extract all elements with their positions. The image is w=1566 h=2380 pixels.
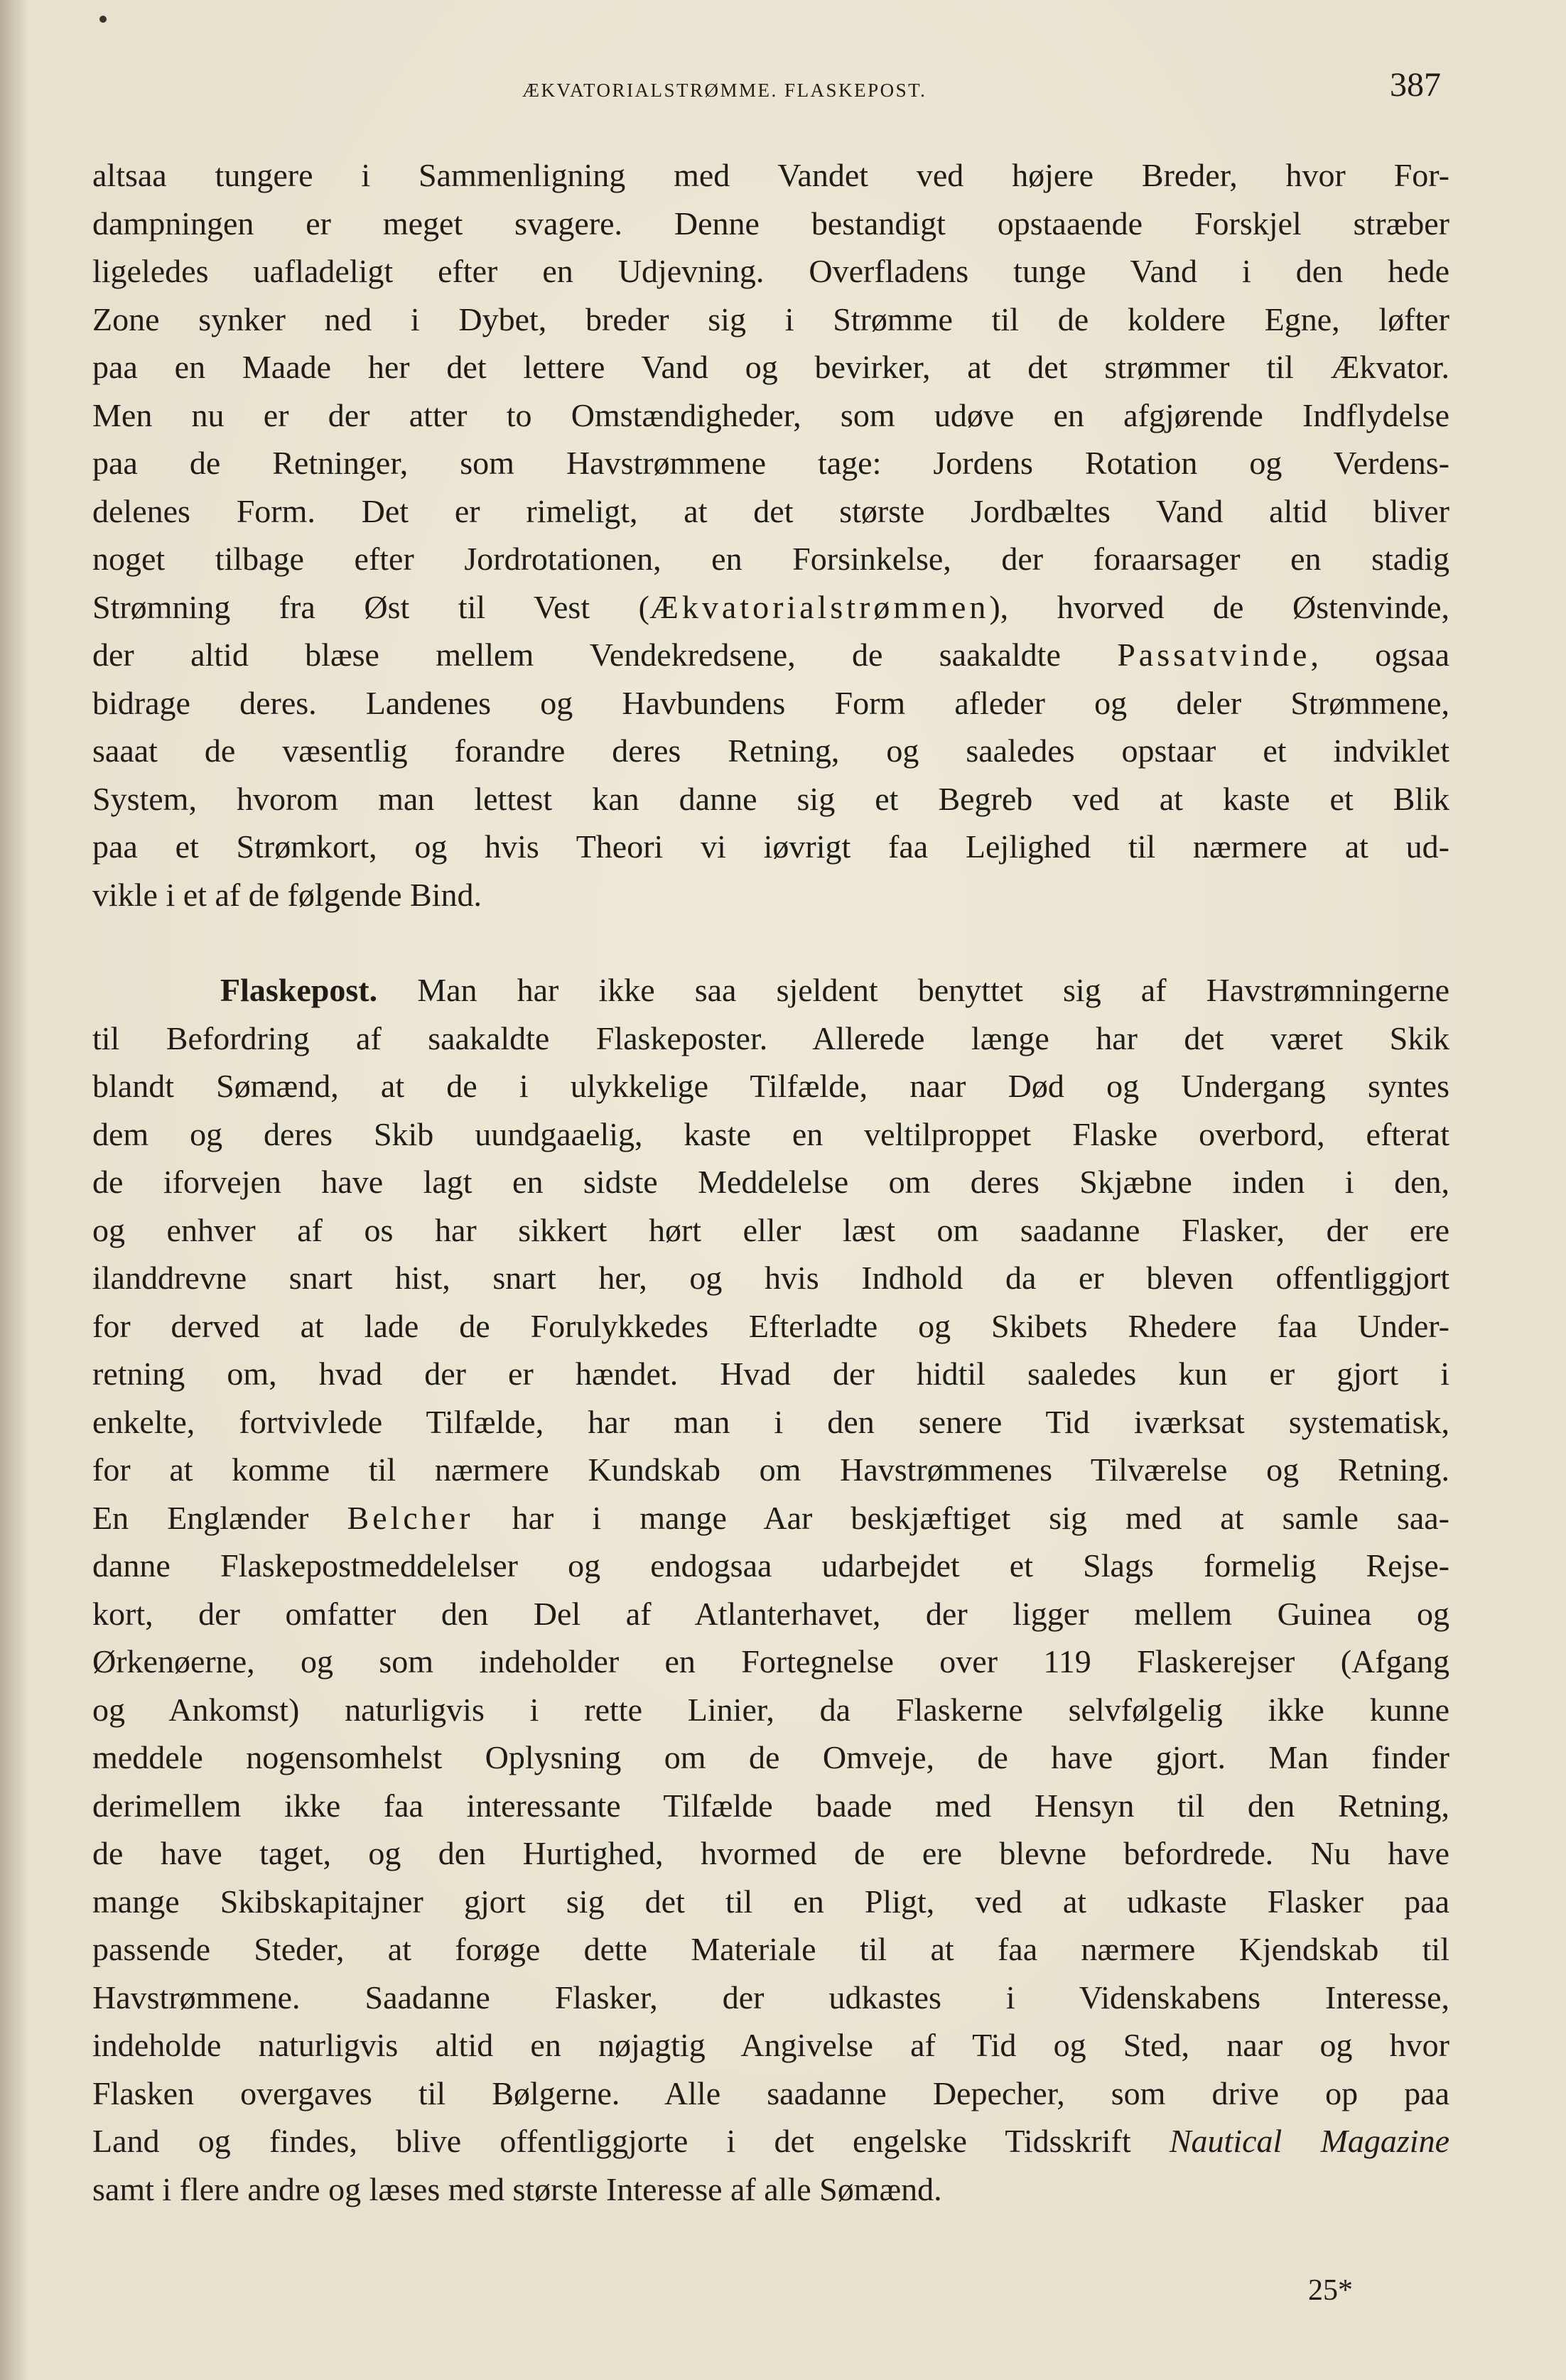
text-line: de have taget, og den Hurtighed, hvormed de ere blevne befordrede. Nu have	[92, 1835, 1449, 1871]
line-text: der altid blæse mellem Vendekredsene, de saakaldte	[92, 637, 1118, 673]
text-line: paa en Maade her det lettere Vand og bevirker, at det strømmer til Ækvator.	[92, 349, 1449, 385]
line-text: har i mange Aar beskjæftiget sig med at samle saa-	[473, 1499, 1449, 1536]
section-heading: Flaskepost.	[220, 972, 378, 1008]
text-line: vikle i et af de følgende Bind.	[92, 876, 482, 913]
text-line: kort, der omfatter den Del af Atlanterhavet, der ligger mellem Guinea og	[92, 1595, 1449, 1632]
text-line: altsaa tungere i Sammenligning med Vandet ved højere Breder, hvor For-	[92, 157, 1449, 193]
paragraph-gap	[92, 919, 1449, 966]
text-line: Men nu er der atter to Omstændigheder, som udøve en afgjørende Indflydelse	[92, 396, 1449, 433]
text-line: paa de Retninger, som Havstrømmene tage: Jordens Rotation og Verdens-	[92, 445, 1449, 481]
text-line: dampningen er meget svagere. Denne bestandigt opstaaende Forskjel stræber	[92, 205, 1449, 242]
text-line: retning om, hvad der er hændet. Hvad der hidtil saaledes kun er gjort i	[92, 1356, 1449, 1392]
text-line: Zone synker ned i Dybet, breder sig i Strømme til de koldere Egne, løfter	[92, 301, 1449, 337]
text-line: samt i flere andre og læses med største Interesse af alle Sømænd.	[92, 2170, 942, 2207]
line-text: Land og findes, blive offentliggjorte i det engelske Tidsskrift	[92, 2123, 1170, 2159]
spaced-term: Passatvinde	[1117, 637, 1311, 673]
text-line: Flasken overgaves til Bølgerne. Alle saadanne Depecher, som drive op paa	[92, 2075, 1449, 2111]
text-line: ilanddrevne snart hist, snart her, og hvis Indhold da er bleven offentliggjort	[92, 1260, 1449, 1296]
line-text: , ogsaa	[1310, 637, 1449, 673]
text-line: mange Skibskapitajner gjort sig det til en Pligt, ved at udkaste Flasker paa	[92, 1883, 1449, 1920]
text-line: paa et Strømkort, og hvis Theori vi iøvrigt faa Lejlighed til nærmere at ud-	[92, 828, 1449, 865]
text-line: passende Steder, at forøge dette Materiale til at faa nærmere Kjendskab til	[92, 1931, 1449, 1967]
ink-speck	[99, 16, 107, 23]
text-line: saaat de væsentlig forandre deres Retning, og saaledes opstaar et indviklet	[92, 732, 1449, 769]
text-line	[92, 2117, 1449, 2165]
line-text: ), hvorved de Østenvinde,	[989, 588, 1449, 625]
text-line: Ørkenøerne, og som indeholder en Fortegnelse over 119 Flaskerejser (Afgang	[92, 1643, 1449, 1679]
text-line	[92, 1494, 1449, 1542]
text-line: og enhver af os har sikkert hørt eller læst om saadanne Flasker, der ere	[92, 1211, 1449, 1248]
text-line: System, hvorom man lettest kan danne sig et Begreb ved at kaste et Blik	[92, 780, 1449, 817]
text-line: indeholde naturligvis altid en nøjagtig Angivelse af Tid og Sted, naar og hvor	[92, 2027, 1449, 2063]
text-line: meddele nogensomhelst Oplysning om de Omveje, de have gjort. Man finder	[92, 1739, 1449, 1775]
text-line: de iforvejen have lagt en sidste Meddelelse om deres Skjæbne inden i den,	[92, 1164, 1449, 1200]
running-title: ÆKVATORIALSTRØMME. FLASKEPOST.	[522, 80, 927, 101]
text-line: ligeledes uafladeligt efter en Udjevning. Overfladens tunge Vand i den hede	[92, 253, 1449, 289]
running-header	[0, 65, 1566, 115]
signature-mark: 25*	[1308, 2274, 1353, 2307]
spaced-term: Ækvatorialstrømmen	[649, 588, 990, 625]
text-line: danne Flaskepostmeddelelser og endogsaa udarbejdet et Slags formelig Rejse-	[92, 1547, 1449, 1584]
text-line: for at komme til nærmere Kundskab om Havstrømmenes Tilværelse og Retning.	[92, 1451, 1449, 1488]
text-line: dem og deres Skib uundgaaelig, kaste en veltilproppet Flaske overbord, efterat	[92, 1115, 1449, 1152]
text-line: Havstrømmene. Saadanne Flasker, der udkastes i Videnskabens Interesse,	[92, 1979, 1449, 2016]
text-line: for derved at lade de Forulykkedes Efterladte og Skibets Rhedere faa Under-	[92, 1307, 1449, 1344]
spaced-term: Belcher	[347, 1499, 474, 1536]
text-line	[92, 631, 1449, 679]
text-line: blandt Sømænd, at de i ulykkelige Tilfælde, naar Død og Undergang syntes	[92, 1068, 1449, 1104]
text-line: bidrage deres. Landenes og Havbundens Form afleder og deler Strømmene,	[92, 684, 1449, 721]
text-line: og Ankomst) naturligvis i rette Linier, da Flaskerne selvfølgelig ikke kunne	[92, 1691, 1449, 1728]
line-text: Strømning fra Øst til Vest (	[92, 588, 649, 625]
line-text: En Englænder	[92, 1499, 347, 1536]
text-line: til Befordring af saakaldte Flaskeposter. Allerede længe har det været Skik	[92, 1019, 1449, 1056]
text-line: derimellem ikke faa interessante Tilfælde baade med Hensyn til den Retning,	[92, 1787, 1449, 1824]
page-edge-shadow	[0, 0, 28, 2380]
journal-title: Nautical Magazine	[1169, 2123, 1449, 2159]
body-text	[92, 151, 1449, 2213]
text-line	[92, 583, 1449, 632]
line-text: Man har ikke saa sjeldent benyttet sig af Havstrømningerne	[377, 972, 1449, 1008]
page-number: 387	[1390, 66, 1441, 104]
text-line: enkelte, fortvivlede Tilfælde, har man i den senere Tid iværksat systematisk,	[92, 1403, 1449, 1440]
text-line	[92, 966, 1449, 1015]
text-line: delenes Form. Det er rimeligt, at det største Jordbæltes Vand altid bliver	[92, 492, 1449, 529]
text-line: noget tilbage efter Jordrotationen, en Forsinkelse, der foraarsager en stadig	[92, 541, 1449, 577]
